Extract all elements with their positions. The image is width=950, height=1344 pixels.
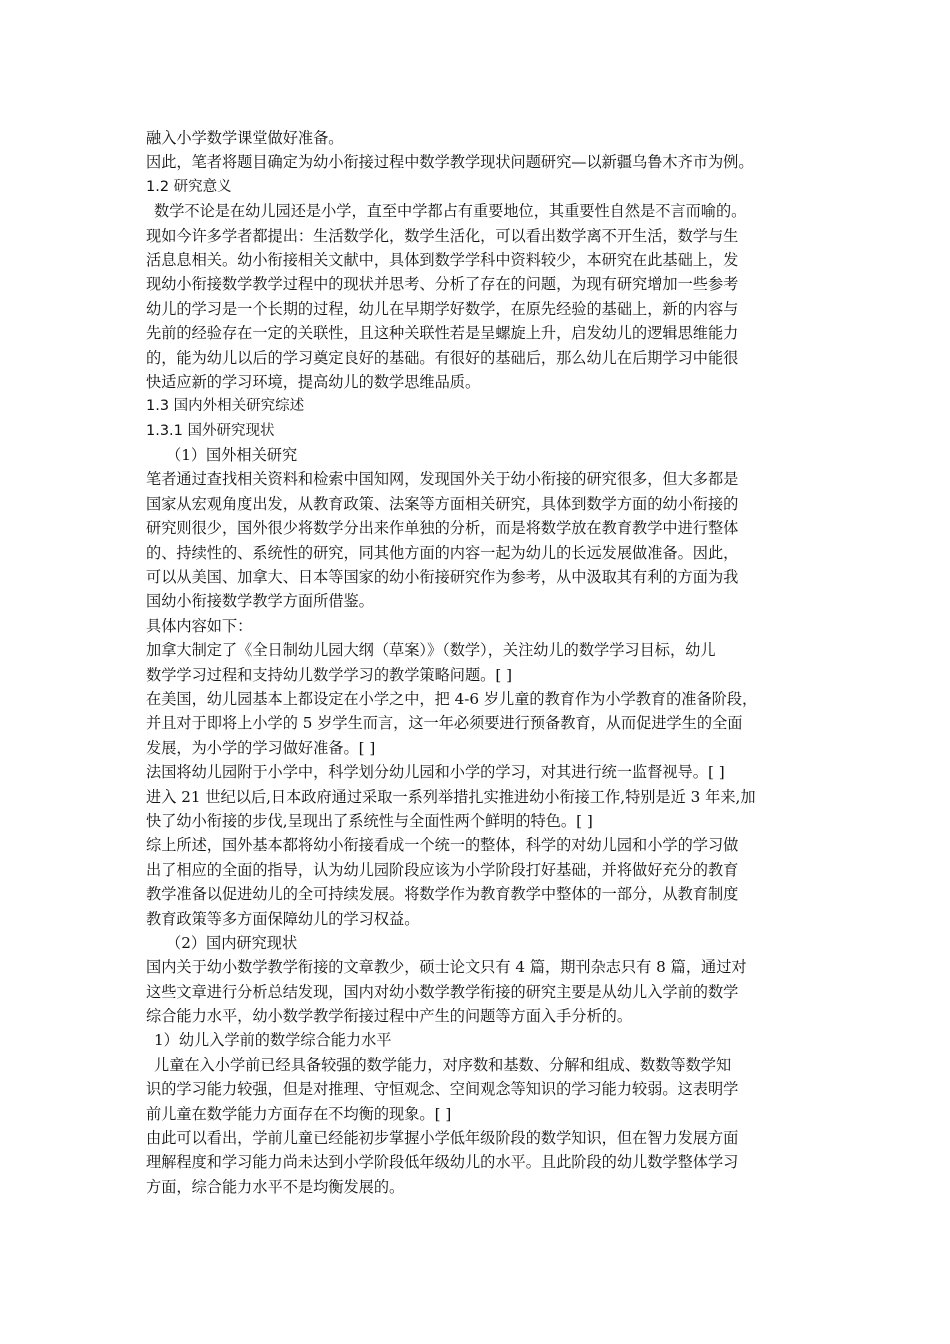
paragraph-line: 国内关于幼小数学教学衔接的文章教少，硕士论文只有 4 篇，期刊杂志只有 8 篇，通过对	[146, 958, 747, 977]
paragraph-line: 快适应新的学习环境，提高幼儿的数学思维品质。	[146, 372, 481, 391]
paragraph-line: 的、持续性的、系统性的研究，同其他方面的内容一起为幼儿的长远发展做准备。因此，	[146, 543, 739, 562]
paragraph-line: 前儿童在数学能力方面存在不均衡的现象。[ ]	[146, 1104, 452, 1123]
paragraph-line: 儿童在入小学前已经具备较强的数学能力，对序数和基数、分解和组成、数数等数学知	[154, 1055, 732, 1074]
paragraph-line: 发展，为小学的学习做好准备。[ ]	[146, 738, 376, 757]
paragraph-line: 1）幼儿入学前的数学综合能力水平	[154, 1031, 392, 1050]
paragraph-line: 这些文章进行分析总结发现，国内对幼小数学教学衔接的研究主要是从幼儿入学前的数学	[146, 982, 739, 1001]
paragraph-line: 理解程度和学习能力尚未达到小学阶段低年级幼儿的水平。且此阶段的幼儿数学整体学习	[146, 1153, 739, 1172]
paragraph-line: 加拿大制定了《全日制幼儿园大纲（草案）》（数学），关注幼儿的数学学习目标，幼儿	[146, 641, 716, 660]
paragraph-line: 国幼小衔接数学教学方面所借鉴。	[146, 592, 374, 611]
paragraph-line: 活息息相关。幼小衔接相关文献中，具体到数学学科中资料较少，本研究在此基础上，发	[146, 250, 739, 269]
document-body	[146, 126, 822, 1199]
paragraph-line: 现幼小衔接数学教学过程中的现状并思考、分析了存在的问题，为现有研究增加一些参考	[146, 275, 739, 294]
section-heading: 1.2 研究意义	[146, 178, 232, 195]
paragraph-line: 出了相应的全面的指导，认为幼儿园阶段应该为小学阶段打好基础，并将做好充分的教育	[146, 860, 739, 879]
paragraph-line: 国家从宏观角度出发，从教育政策、法案等方面相关研究，具体到数学方面的幼小衔接的	[146, 494, 739, 513]
paragraph-line: 先前的经验存在一定的关联性，且这种关联性若是呈螺旋上升，启发幼儿的逻辑思维能力	[146, 324, 739, 343]
paragraph-line: 并且对于即将上小学的 5 岁学生而言，这一年必须要进行预备教育，从而促进学生的全面	[146, 714, 743, 733]
paragraph-line: 教学准备以促进幼儿的全可持续发展。将数学作为教育教学中整体的一部分，从教育制度	[146, 885, 739, 904]
paragraph-line: 具体内容如下：	[146, 616, 253, 635]
paragraph-line: 融入小学数学课堂做好准备。	[146, 129, 344, 147]
paragraph-line: 由此可以看出，学前儿童已经能初步掌握小学低年级阶段的数学知识，但在智力发展方面	[146, 1129, 739, 1148]
paragraph-line: 方面，综合能力水平不是均衡发展的。	[146, 1177, 405, 1196]
paragraph-line: 研究则很少，国外很少将数学分出来作单独的分析，而是将数学放在教育教学中进行整体	[146, 519, 739, 538]
paragraph-line: 数学不论是在幼儿园还是小学，直至中学都占有重要地位，其重要性自然是不言而喻的。	[154, 202, 747, 221]
paragraph-line: （1）国外相关研究	[166, 446, 298, 465]
paragraph-line: 可以从美国、加拿大、日本等国家的幼小衔接研究作为参考，从中汲取其有利的方面为我	[146, 568, 739, 587]
paragraph-line: （2）国内研究现状	[166, 933, 298, 952]
section-heading: 1.3.1 国外研究现状	[146, 422, 275, 439]
section-heading: 1.3 国内外相关研究综述	[146, 398, 305, 415]
paragraph-line: 数学学习过程和支持幼儿数学学习的教学策略问题。[ ]	[146, 665, 512, 684]
paragraph-line: 综上所述，国外基本都将幼小衔接看成一个统一的整体，科学的对幼儿园和小学的学习做	[146, 836, 739, 855]
paragraph-line: 因此，笔者将题目确定为幼小衔接过程中数学教学现状问题研究—以新疆乌鲁木齐市为例。	[146, 153, 754, 172]
paragraph-line: 进入 21 世纪以后,日本政府通过采取一系列举措扎实推进幼小衔接工作,特别是近 3 年来,加	[146, 787, 756, 806]
paragraph-line: 幼儿的学习是一个长期的过程，幼儿在早期学好数学，在原先经验的基础上，新的内容与	[146, 299, 739, 318]
paragraph-line: 教育政策等多方面保障幼儿的学习权益。	[146, 909, 420, 928]
paragraph-line: 识的学习能力较强，但是对推理、守恒观念、空间观念等知识的学习能力较弱。这表明学	[146, 1080, 739, 1099]
paragraph-line: 笔者通过查找相关资料和检索中国知网，发现国外关于幼小衔接的研究很多，但大多都是	[146, 470, 739, 489]
paragraph-line: 现如今许多学者都提出：生活数学化，数学生活化，可以看出数学离不开生活，数学与生	[146, 226, 739, 245]
paragraph-line: 综合能力水平，幼小数学教学衔接过程中产生的问题等方面入手分析的。	[146, 1007, 632, 1026]
paragraph-line: 法国将幼儿园附于小学中，科学划分幼儿园和小学的学习，对其进行统一监督视导。[ ]	[146, 763, 725, 782]
paragraph-line: 快了幼小衔接的步伐,呈现出了系统性与全面性两个鲜明的特色。[ ]	[146, 811, 593, 830]
paragraph-line: 在美国，幼儿园基本上都设定在小学之中，把 4-6 岁儿童的教育作为小学教育的准备阶段，	[146, 689, 758, 708]
paragraph-line: 的，能为幼儿以后的学习奠定良好的基础。有很好的基础后，那么幼儿在后期学习中能很	[146, 348, 739, 367]
